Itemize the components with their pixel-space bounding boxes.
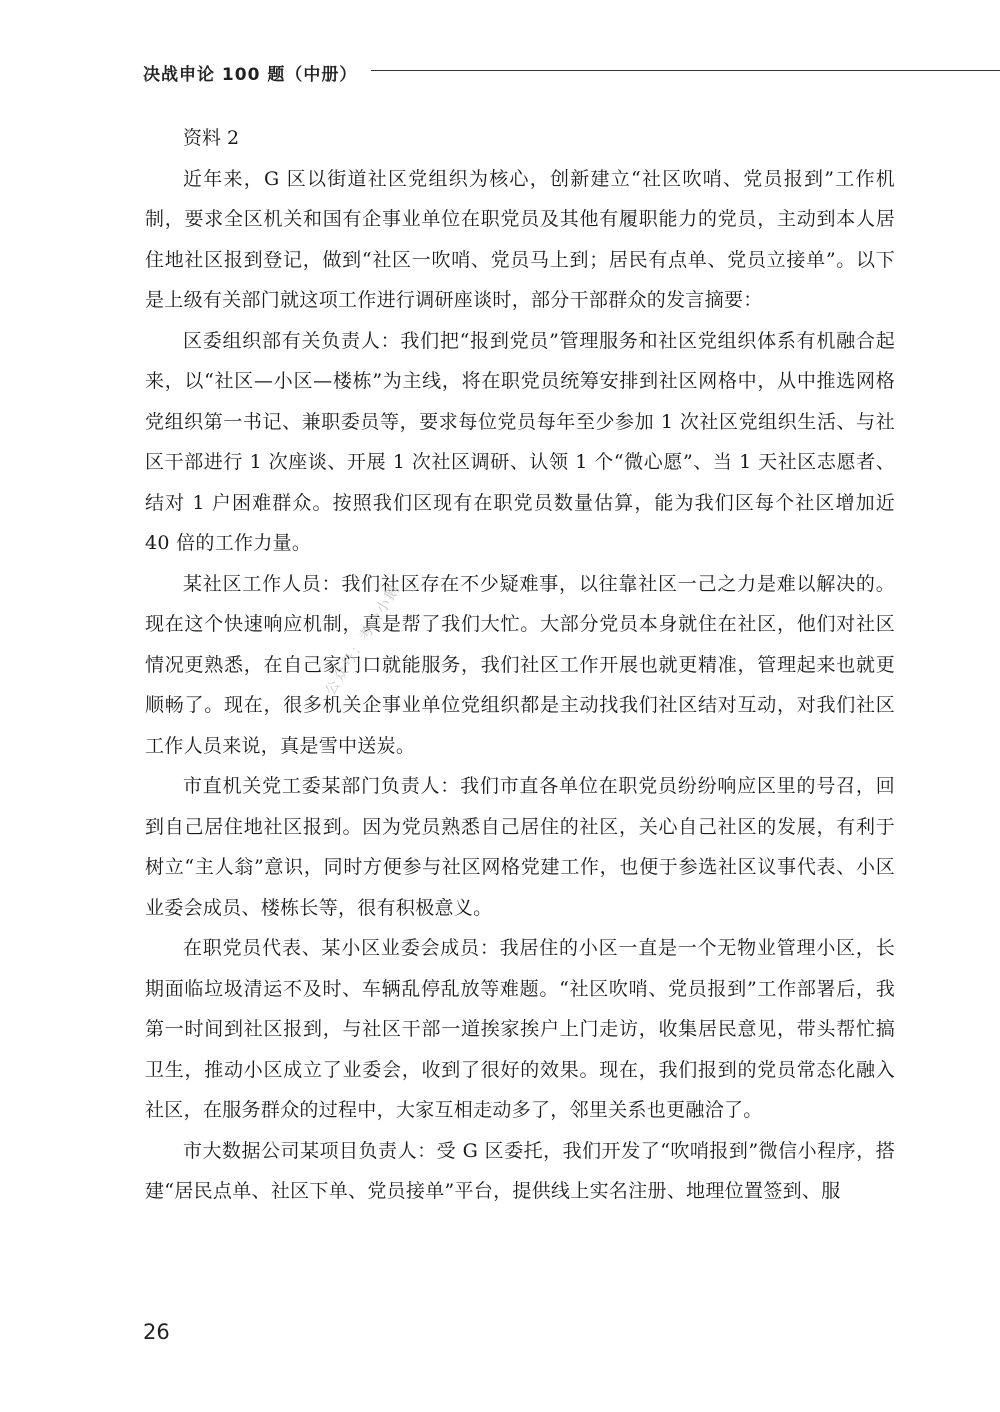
header-rule [371,70,1000,71]
watermark: 公众号：考公小鹅 [322,581,404,699]
section-label: 资料 2 [183,127,240,149]
paragraph-intro: 近年来，G 区以街道社区党组织为核心，创新建立“社区吹哨、党员报到”工作机制，要求全区机关和国有企事业单位在职党员及其他有履职能力的党员，主动到本人居住地社区报到登记，做到“社区一吹哨、党员马上到；居民有点单、党员立接单”。以下是上级有关部门就这项工作进行调研座谈时，部分干部群众的发言摘要： [145,167,895,311]
running-header [143,40,903,100]
page-number: 26 [143,1320,170,1344]
paragraph-big-data-company: 市大数据公司某项目负责人：受 G 区委托，我们开发了“吹哨报到”微信小程序，搭建“居民点单、社区下单、党员接单”平台，提供线上实名注册、地理位置签到、服 [145,1139,895,1202]
paragraph-community-worker: 某社区工作人员：我们社区存在不少疑难事，以往靠社区一己之力是难以解决的。现在这个快速响应机制，真是帮了我们大忙。大部分党员本身就住在社区，他们对社区情况更熟悉，在自己家门口就能服务，我们社区工作开展也就更精准，管理起来也就更顺畅了。现在，很多机关企事业单位党组织都是主动找我们社区结对互动，对我们社区工作人员来说，真是雪中送炭。 [145,572,895,757]
book-title: 决战申论 100 题（中册） [143,65,358,85]
page-body [145,118,895,1212]
paragraph-municipal-committee: 市直机关党工委某部门负责人：我们市直各单位在职党员纷纷响应区里的号召，回到自己居住地社区报到。因为党员熟悉自己居住的社区，关心自己社区的发展，有利于树立“主人翁”意识，同时方便参与社区网格党建工作，也便于参选社区议事代表、小区业委会成员、楼栋长等，很有积极意义。 [145,775,895,919]
paragraph-organization-dept: 区委组织部有关负责人：我们把“报到党员”管理服务和社区党组织体系有机融合起来，以“社区—小区—楼栋”为主线，将在职党员统筹安排到社区网格中，从中推选网格党组织第一书记、兼职委员等，要求每位党员每年至少参加 1 次社区党组织生活、与社区干部进行 1 次座谈、开展 1 次社区调研、认领 1 个“微心愿”、当 1 天社区志愿者、结对 1 户困难群众。按照我们区现有在职党员数量估算，能为我们区每个社区增加近 40 倍的工作力量。 [145,329,895,554]
paragraph-party-member: 在职党员代表、某小区业委会成员：我居住的小区一直是一个无物业管理小区，长期面临垃圾清运不及时、车辆乱停乱放等难题。“社区吹哨、党员报到”工作部署后，我第一时间到社区报到，与社区干部一道挨家挨户上门走访，收集居民意见，带头帮忙搞卫生，推动小区成立了业委会，收到了很好的效果。现在，我们报到的党员常态化融入社区，在服务群众的过程中，大家互相走动多了，邻里关系也更融洽了。 [145,937,895,1121]
